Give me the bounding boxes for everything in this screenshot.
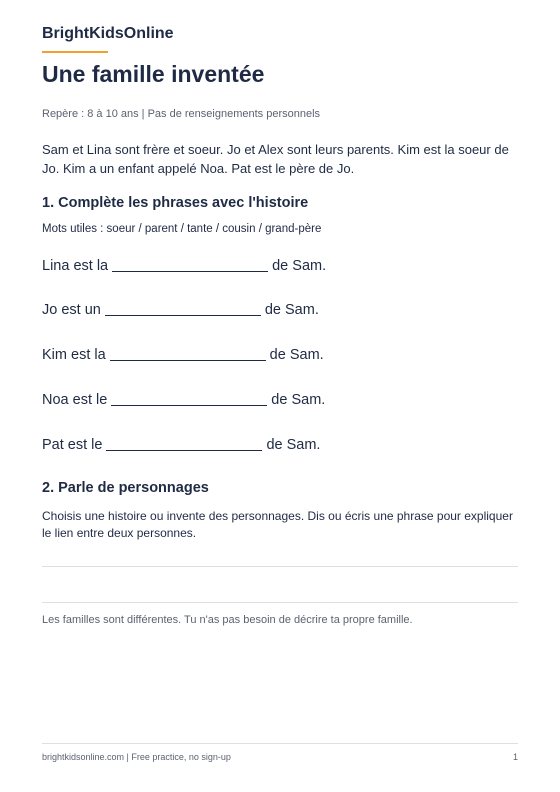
worksheet-page bbox=[42, 0, 518, 792]
sentence-3-end: de Sam. bbox=[269, 347, 324, 363]
answer-blank-1[interactable] bbox=[112, 257, 268, 272]
sentence-4-start: Noa est le bbox=[42, 392, 108, 408]
fill-sentence-3 bbox=[42, 346, 324, 363]
brand-name: BrightKidsOnline bbox=[42, 25, 174, 42]
sentence-1-start: Lina est la bbox=[42, 258, 109, 274]
answer-blank-4[interactable] bbox=[111, 391, 267, 406]
footer-site-info: brightkidsonline.com | Free practice, no sign-up bbox=[42, 752, 231, 762]
section-2-instructions: Choisis une histoire ou invente des personnages. Dis ou écris une phrase pour expliquer le lien entre deux personnes. bbox=[42, 509, 513, 540]
brand-accent-rule bbox=[42, 51, 108, 53]
fill-sentence-5 bbox=[42, 436, 320, 453]
writing-line-1[interactable] bbox=[42, 566, 518, 567]
fill-sentence-4 bbox=[42, 391, 325, 408]
footer-divider bbox=[42, 743, 518, 744]
sentence-3-start: Kim est la bbox=[42, 347, 106, 363]
section-2-heading: 2. Parle de personnages bbox=[42, 480, 209, 496]
section-1-heading: 1. Complète les phrases avec l'histoire bbox=[42, 195, 309, 211]
age-meta: Repère : 8 à 10 ans | Pas de renseignements personnels bbox=[42, 108, 321, 120]
writing-line-2[interactable] bbox=[42, 602, 518, 603]
sentence-5-start: Pat est le bbox=[42, 437, 103, 453]
answer-blank-2[interactable] bbox=[105, 301, 261, 316]
sentence-2-end: de Sam. bbox=[264, 302, 319, 318]
sentence-5-end: de Sam. bbox=[266, 437, 321, 453]
families-note: Les familles sont différentes. Tu n'as pas besoin de décrire ta propre famille. bbox=[42, 614, 413, 626]
sentence-2-start: Jo est un bbox=[42, 302, 101, 318]
answer-blank-5[interactable] bbox=[106, 436, 262, 451]
sentence-4-end: de Sam. bbox=[271, 392, 326, 408]
page-number: 1 bbox=[512, 752, 518, 762]
fill-sentence-2 bbox=[42, 301, 319, 318]
sentence-1-end: de Sam. bbox=[272, 258, 327, 274]
answer-blank-3[interactable] bbox=[110, 346, 266, 361]
fill-sentence-1 bbox=[42, 257, 326, 274]
page-title: Une famille inventée bbox=[42, 61, 265, 87]
useful-words-hint: Mots utiles : soeur / parent / tante / cousin / grand-père bbox=[42, 223, 322, 235]
intro-story: Sam et Lina sont frère et soeur. Jo et Alex sont leurs parents. Kim est la soeur de Jo. Kim a un enfant appelé Noa. Pat est le père de Jo. bbox=[42, 142, 509, 176]
